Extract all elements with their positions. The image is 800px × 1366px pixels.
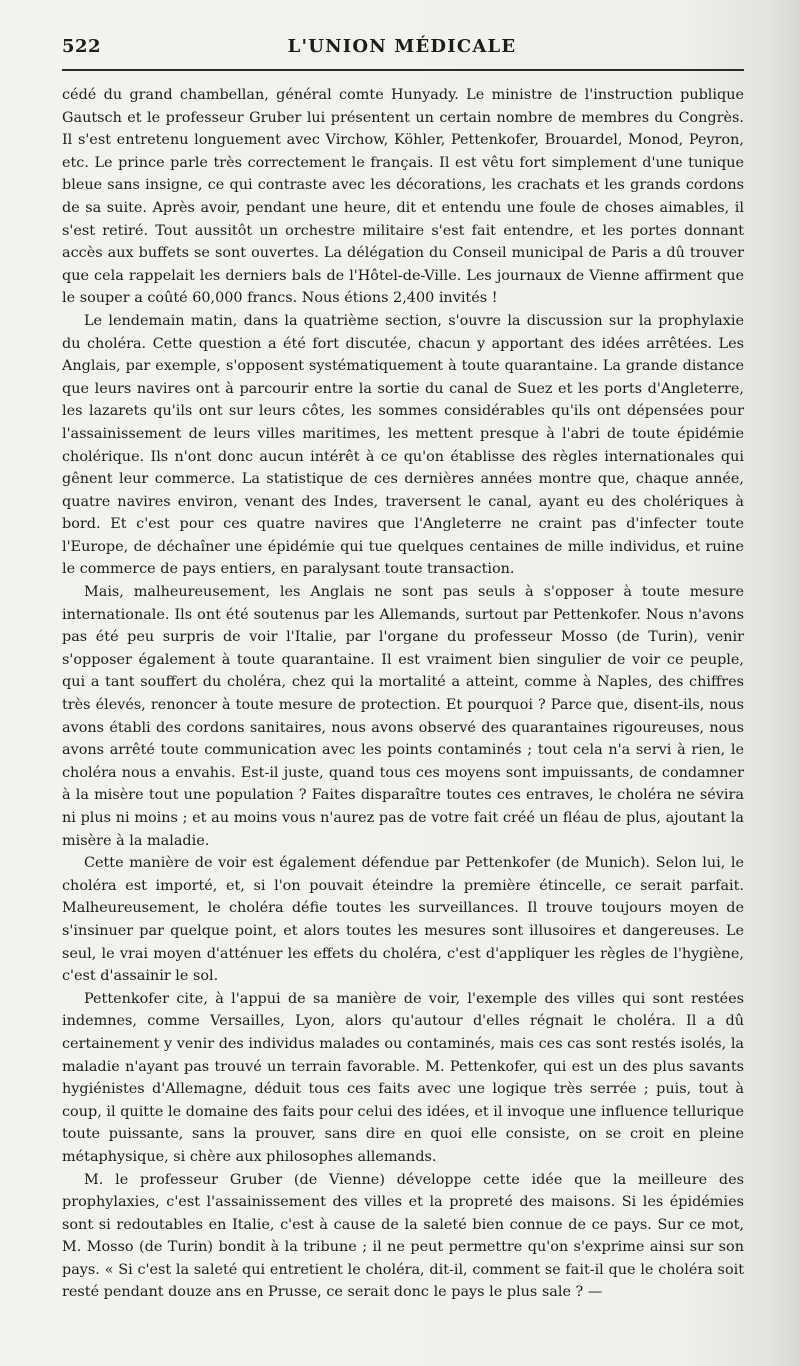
- page-header: [62, 34, 742, 58]
- article-body: [62, 84, 744, 1304]
- paragraph: Le lendemain matin, dans la quatrième section, s'ouvre la discussion sur la prophylaxie du choléra. Cette question a été fort discutée, chacun y apportant des idées arrêtées. Les Anglais, par exemple, s'opposent systématiquement à toute quarantaine. La grande distance que leurs navires ont à parcourir entre la sortie du canal de Suez et les ports d'Angleterre, les lazarets qu'ils ont sur leurs côtes, les sommes considérables qu'ils ont dépensées pour l'assainissement de leurs villes maritimes, les mettent presque à l'abri de toute épidémie cholérique. Ils n'ont donc aucun intérêt à ce qu'on établisse des règles internationales qui gênent leur commerce. La statistique de ces dernières années montre que, chaque année, quatre navires environ, venant des Indes, traversent le canal, ayant eu des cholériques à bord. Et c'est pour ces quatre navires que l'Angleterre ne craint pas d'infecter toute l'Europe, de déchaîner une épidémie qui tue quelques centaines de mille individus, et ruine le commerce de pays entiers, en paralysant toute transaction.: [62, 312, 744, 578]
- paragraph: M. le professeur Gruber (de Vienne) développe cette idée que la meilleure des prophylaxies, c'est l'assainissement des villes et la propreté des maisons. Si les épidémies sont si redoutables en Italie, c'est à cause de la saleté bien connue de ce pays. Sur ce mot, M. Mosso (de Turin) bondit à la tribune ; il ne peut permettre qu'on s'exprime ainsi sur son pays. « Si c'est la saleté qui entretient le choléra, dit-il, comment se fait-il que le choléra soit resté pendant douze ans en Prusse, ce serait donc le pays le plus sale ? —: [62, 1171, 744, 1301]
- running-title: L'UNION MÉDICALE: [287, 36, 517, 57]
- paragraph: cédé du grand chambellan, général comte Hunyady. Le ministre de l'instruction publique Gautsch et le professeur Gruber lui présentent un certain nombre de membres du Congrès. Il s'est entretenu longuement avec Virchow, Köhler, Pettenkofer, Brouardel, Monod, Peyron, etc. Le prince parle très correctement le français. Il est vêtu fort simplement d'une tunique bleue sans insigne, ce qui contraste avec les décorations, les crachats et les grands cordons de sa suite. Après avoir, pendant une heure, dit et entendu une foule de choses aimables, il s'est retiré. Tout aussitôt un orchestre militaire s'est fait entendre, et les portes donnant accès aux buffets se sont ouvertes. La délégation du Conseil municipal de Paris a dû trouver que cela rappelait les derniers bals de l'Hôtel-de-Ville. Les journaux de Vienne affirment que le souper a coûté 60,000 francs. Nous étions 2,400 invités !: [62, 87, 744, 307]
- page-number: 522: [62, 36, 102, 57]
- paragraph: Cette manière de voir est également défendue par Pettenkofer (de Munich). Selon lui, le choléra est importé, et, si l'on pouvait éteindre la première étincelle, ce serait parfait. Malheureusement, le choléra défie toutes les surveillances. Il trouve toujours moyen de s'insinuer par quelque point, et alors toutes les mesures sont illusoires et dangereuses. Le seul, le vrai moyen d'atténuer les effets du choléra, c'est d'appliquer les règles de l'hygiène, c'est d'assainir le sol.: [62, 855, 744, 985]
- paragraph: Mais, malheureusement, les Anglais ne sont pas seuls à s'opposer à toute mesure internationale. Ils ont été soutenus par les Allemands, surtout par Pettenkofer. Nous n'avons pas été peu surpris de voir l'Italie, par l'organe du professeur Mosso (de Turin), venir s'opposer également à toute quarantaine. Il est vraiment bien singulier de voir ce peuple, qui a tant souffert du choléra, chez qui la mortalité a atteint, comme à Naples, des chiffres très élevés, renoncer à toute mesure de protection. Et pourquoi ? Parce que, disent-ils, nous avons établi des cordons sanitaires, nous avons observé des quarantaines rigoureuses, nous avons arrêté toute communication avec les points contaminés ; tout cela n'a servi à rien, le choléra nous a envahis. Est-il juste, quand tous ces moyens sont impuissants, de condamner à la misère tout une population ? Faites disparaître toutes ces entraves, le choléra ne sévira ni plus ni moins ; et au moins vous n'aurez pas de votre fait créé un fléau de plus, ajoutant la misère à la maladie.: [62, 584, 744, 849]
- header-rule: [62, 69, 744, 71]
- paragraph: Pettenkofer cite, à l'appui de sa manière de voir, l'exemple des villes qui sont restées indemnes, comme Versailles, Lyon, alors qu'autour d'elles régnait le choléra. Il a dû certainement y venir des individus malades ou contaminés, mais ces cas sont restés isolés, la maladie n'ayant pas trouvé un terrain favorable. M. Pettenkofer, qui est un des plus savants hygiénistes d'Allemagne, déduit tous ces faits avec une logique très serrée ; puis, tout à coup, il quitte le domaine des faits pour celui des idées, et il invoque une influence tellurique toute puissante, sans la prouver, sans dire en quoi elle consiste, on se croit en pleine métaphysique, si chère aux philosophes allemands.: [62, 990, 744, 1165]
